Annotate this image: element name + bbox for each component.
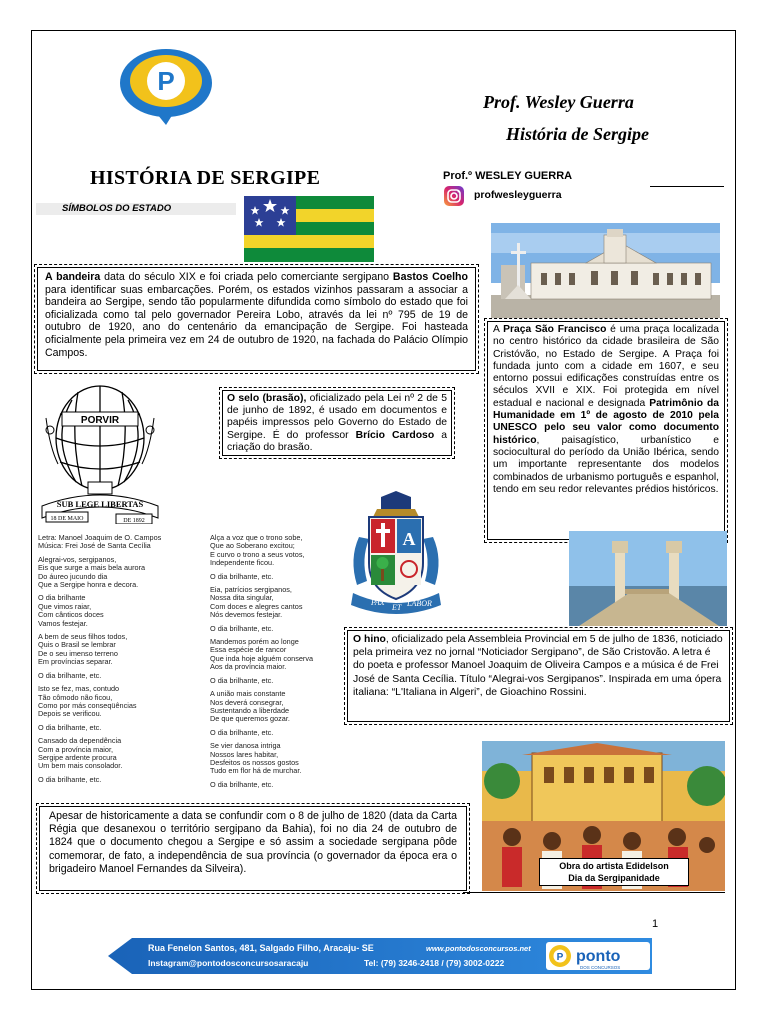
hymn-stanza: Isto se fez, mas, contudo Tão cômodo não ficou, Como por más conseqüências Depois se verificou. [38, 684, 137, 719]
hymn-column-2 [210, 534, 350, 794]
header-rule [650, 186, 724, 187]
hino-box [344, 627, 733, 725]
hymn-stanza: O dia brilhante, etc. [38, 722, 102, 732]
sergipe-flag [244, 196, 374, 262]
social-name: Prof.º WESLEY GUERRA [443, 170, 573, 182]
hymn-stanza: Mandemos porém ao longe Essa espécie de rancor Que inda hoje alguém conserva Aos da província maior. [210, 637, 314, 672]
hymn-stanza: Se vier danosa intriga Nossos lares habitar, Desfeitos os nossos gostos Tudo em flor há de murchar. [210, 741, 302, 776]
praca-box [484, 318, 728, 543]
hymn-stanza: Eia, patrícios sergipanos, Nossa dita singular, Com doces e alegres cantos Nós devemos festejar. [210, 585, 303, 620]
selo-image [36, 378, 164, 524]
hymn-stanza: Alça a voz que o trono sobe, Que ao Soberano excitou; E curvo o trono a seus votos, Independente ficou. [210, 533, 305, 568]
bandeira-text: A bandeira data do século XIX e foi criada pelo comerciante sergipano Bastos Coelho para identificar suas embarcações. Porém, os estados vizinhos passaram a associar a bandeira ao Sergipe, sendo tão popularmente difundida como símbolo do estado que foi oficializada como tal pelo governador Pereira Lobo, através da lei nº 795 de 19 de outubro de 1920, ano do centenário da emancipação de Sergipe. Foi hasteada oficialmente pela primeira vez em 24 de outubro de 1920, na fachada do Palácio Olímpio Campos. [45, 271, 468, 359]
subject-name: História de Sergipe [506, 124, 649, 144]
artwork-caption [539, 858, 689, 886]
logo-letter: P [157, 66, 175, 96]
hymn-stanza: Letra: Manoel Joaquim de O. Campos Música: Frei José de Santa Cecília [38, 533, 162, 551]
pin-logo-icon [118, 47, 214, 127]
coat-of-arms-icon [347, 489, 445, 615]
hymn-stanza: O dia brilhante, etc. [210, 727, 274, 737]
selo-banner-bottom: SUB LEGE LIBERTAS [56, 499, 144, 509]
data-box [36, 803, 470, 894]
footer-brand-sub: DOS CONCURSOS [580, 965, 621, 970]
motto-et: ET [392, 603, 402, 612]
hymn-stanza: A bem de seus filhos todos, Quis o Brasil se lembrar De o seu imenso terreno Em províncias separar. [38, 632, 128, 667]
social-handle[interactable]: profwesleyguerra [474, 189, 562, 201]
hymn-stanza: O dia brilhante, etc. [38, 774, 102, 784]
praca-photo [491, 223, 720, 318]
selo-box [219, 387, 455, 459]
hymn-column-1 [38, 534, 198, 789]
footer-website[interactable]: www.pontodosconcursos.net [426, 944, 531, 953]
subtitle-text: SÍMBOLOS DO ESTADO [62, 203, 172, 214]
footer-address: Rua Fenelon Santos, 481, Salgado Filho, Aracaju- SE [148, 943, 374, 953]
page-title: HISTÓRIA DE SERGIPE [90, 167, 321, 189]
artwork-caption-line2: Dia da Sergipanidade [568, 873, 660, 883]
page-number: 1 [652, 918, 659, 930]
footer-banner [108, 938, 652, 974]
hymn-stanza: O dia brilhante, etc. [38, 670, 102, 680]
hymn-stanza: O dia brilhante, etc. [210, 623, 274, 633]
hymn-stanza: O dia brilhante, etc. [210, 675, 274, 685]
footer-brand-letter: P [556, 952, 564, 963]
hymn-stanza: O dia brilhante, etc. [210, 779, 274, 789]
svg-text:A: A [402, 529, 416, 549]
praca-text: A Praça São Francisco é uma praça localizada no centro histórico da cidade brasileira de São Cristóvão, no Estado de Sergipe. A Praça foi fundada junto com a cidade em 1607, e seu entorno possui edificações construídas entre os séculos XVII e XIX. Foi protegida em nível estadual e nacional e designada Patrimônio da Humanidade em 1º de agosto de 2010 pela UNESCO pelo seu valor como documento histórico, paisagístico, urbanístico e sociocultural do período da União Ibérica, sendo um importante representante dos modelos combinados de urbanismo português e espanhol, tendo em seu redor relevantes prédios históricos. [493, 324, 720, 495]
selo-text: O selo (brasão), oficializado pela Lei nº 2 de 5 de junho de 1892, é usado em documentos e papéis impressos pelo Governo do Estado de Sergipe. É do professor Brício Cardoso a criação do brasão. [227, 393, 447, 453]
instagram-icon[interactable] [443, 185, 465, 207]
hymn-stanza: Cansado da dependência Com a província maior, Sergipe ardente procura Um bem mais consolador. [38, 736, 123, 771]
artwork-caption-line1: Obra do artista Edidelson [559, 861, 669, 871]
hymn-stanza: O dia brilhante Que vimos raiar, Com cânticos doces Vamos festejar. [38, 593, 104, 628]
pier-photo [569, 531, 727, 626]
hino-text: O hino, oficializado pela Assembleia Provincial em 5 de julho de 1836, noticiado pela primeira vez no jornal “Noticiador Sergipano”, de São Cristovão. A letra é do poeta e professor Manoel Joaquim de Oliveira Campos e a música é de Frei José de Santa Cecília. Título “Alegrai-vos Sergipanos”. Inspirada em uma ópera italiana: “L'Italiana in Algeri”, de Gioachino Rossini. [353, 634, 723, 698]
footer-phone: Tel: (79) 3246-2418 / (79) 3002-0222 [364, 958, 505, 968]
selo-date-left: 18 DE MAIO [50, 516, 84, 522]
motto-labor: LABOR [407, 599, 432, 608]
motto-pax: PAX [371, 598, 385, 607]
data-text: Apesar de historicamente a data se confundir com o 8 de julho de 1820 (data da Carta Régia que desanexou o território sergipano da Bahia), foi no dia 24 de outubro de 1824 que o documento chegou a Sergipe e só assim a sociedade sergipana pôde comemorar, de fato, a independência de sua província (o governador da época era o brigadeiro Manoel Fernandes da Silveira). [49, 810, 457, 875]
footer-brand: ponto [576, 948, 621, 965]
bottom-rule [463, 892, 725, 893]
bandeira-box [34, 264, 479, 374]
hymn-stanza: Alegrai-vos, sergipanos, Eis que surge a mais bela aurora Do áureo jucundo dia Que a Sergipe honra e decora. [38, 554, 146, 590]
hymn-stanza: A união mais constante Nos deverá consegrar, Sustentando a liberdade De que queremos gozar. [210, 689, 290, 724]
footer-instagram[interactable]: Instagram@pontodosconcursosaracaju [148, 958, 309, 968]
teacher-name: Prof. Wesley Guerra [483, 92, 634, 112]
selo-banner-top: PORVIR [80, 415, 120, 426]
hymn-stanza: O dia brilhante, etc. [210, 571, 274, 581]
selo-date-right: DE 1892 [123, 518, 145, 524]
